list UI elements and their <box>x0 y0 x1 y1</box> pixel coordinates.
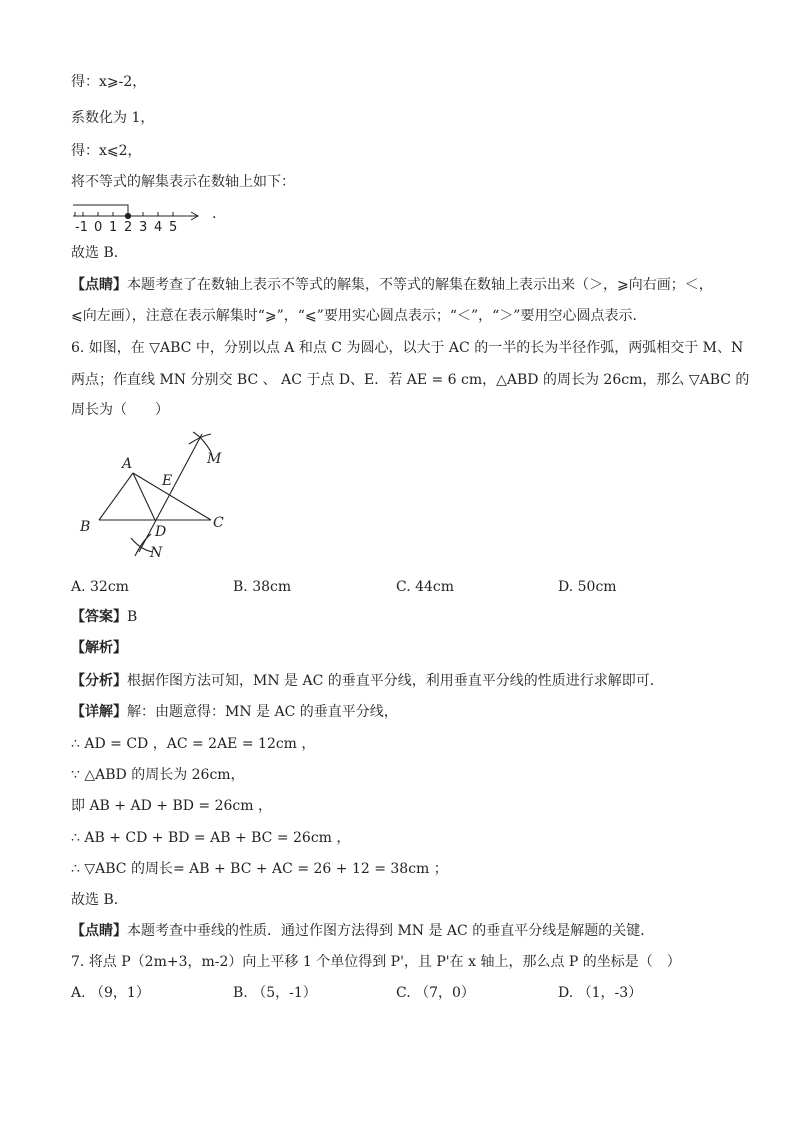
step-line: ∴ ▽ABC 的周长= AB + BC + AC = 26 + 12 = 38cm ； <box>71 861 448 877</box>
step-line: 即 AB + AD + BD = 26cm ， <box>71 798 272 814</box>
line-mn <box>139 434 202 552</box>
text-line: 将不等式的解集表示在数轴上如下： <box>71 174 295 190</box>
label-n: N <box>150 545 163 561</box>
analysis-line <box>71 671 664 691</box>
q6-option-b: B. 38cm <box>233 579 292 595</box>
number-line-tick-label: 5 <box>169 220 178 235</box>
q7-option-b: B. （5，-1） <box>233 985 317 1001</box>
label-e: E <box>162 473 173 489</box>
label-b: B <box>80 519 91 535</box>
number-line-tick-label: 4 <box>154 220 163 235</box>
question-6-line1: 6. 如图，在 ▽ABC 中，分别以点 A 和点 C 为圆心，以大于 AC 的一半的长为半径作弧，两弧相交于 M、N <box>71 340 744 356</box>
q6-option-c: C. 44cm <box>396 579 455 595</box>
remark-tag: 【点睛】 <box>71 923 127 939</box>
step-line: ∴ AB + CD + BD = AB + BC = 26cm ， <box>71 830 351 846</box>
label-a: A <box>122 456 133 472</box>
q6-option-d: D. 50cm <box>558 579 617 595</box>
question-6-line2: 两点；作直线 MN 分别交 BC 、 AC 于点 D、E．若 AE = 6 cm，△ABD 的周长为 26cm，那么 ▽ABC 的 <box>71 372 750 388</box>
text-line: 故选 B． <box>71 245 128 261</box>
number-line-tick-label: 1 <box>109 220 118 235</box>
label-m: M <box>207 451 222 467</box>
segment-ba <box>99 473 133 520</box>
number-line-tick-label: 2 <box>124 220 133 235</box>
number-line-tick-label: 3 <box>139 220 148 235</box>
q7-option-a: A. （9，1） <box>71 985 150 1001</box>
detail-line <box>71 702 398 722</box>
text-line: 系数化为 1， <box>71 110 155 126</box>
answer-value: B <box>127 609 138 625</box>
question-6-line3: 周长为（ ） <box>71 402 169 418</box>
analysis-heading: 【解析】 <box>71 640 127 656</box>
remark-text: 本题考查中垂线的性质．通过作图方法得到 MN 是 AC 的垂直平分线是解题的关键． <box>127 923 655 939</box>
text-line: ⩽向左画），注意在表示解集时“⩾”，“⩽”要用实心圆点表示；“＜”，“＞”要用空心圆点表示． <box>71 308 647 324</box>
step-line: ∴ AD = CD ，AC = 2AE = 12cm ， <box>71 736 316 752</box>
text-line: 得：x⩾-2， <box>71 74 147 90</box>
q6-option-a: A. 32cm <box>71 579 129 595</box>
remark-line <box>71 275 713 295</box>
remark-tag: 【点睛】 <box>71 277 127 293</box>
label-d: D <box>155 524 167 540</box>
text-line: 得：x⩽2， <box>71 143 142 159</box>
number-line-tick-label: -1 <box>75 220 88 235</box>
detail-text: 解：由题意得：MN 是 AC 的垂直平分线， <box>127 704 398 720</box>
detail-tag: 【详解】 <box>71 704 127 720</box>
answer-line <box>71 607 137 627</box>
number-line-trailing: . <box>212 206 217 222</box>
q7-option-d: D. （1，-3） <box>558 985 643 1001</box>
question-7-line: 7. 将点 P（2m+3，m-2）向上平移 1 个单位得到 P'，且 P'在 x 轴上，那么点 P 的坐标是（ ） <box>71 954 681 970</box>
solution-set-ray <box>73 205 128 216</box>
remark-line <box>71 921 654 941</box>
arc-m-2 <box>189 434 211 444</box>
label-c: C <box>213 515 224 531</box>
answer-tag: 【答案】 <box>71 609 127 625</box>
number-line-tick-label: 0 <box>94 220 103 235</box>
step-line: 故选 B． <box>71 892 128 908</box>
step-line: ∵ △ABD 的周长为 26cm， <box>71 767 245 783</box>
analysis-tag: 【分析】 <box>71 673 127 689</box>
number-line-figure <box>71 200 231 236</box>
q7-option-c: C. （7，0） <box>396 985 475 1001</box>
remark-text: 本题考查了在数轴上表示不等式的解集，不等式的解集在数轴上表示出来（＞，⩾向右画；＜， <box>127 277 713 293</box>
triangle-figure <box>71 430 241 570</box>
analysis-text: 根据作图方法可知，MN 是 AC 的垂直平分线，利用垂直平分线的性质进行求解即可． <box>127 673 664 689</box>
solution-set-solid-dot <box>125 213 130 218</box>
